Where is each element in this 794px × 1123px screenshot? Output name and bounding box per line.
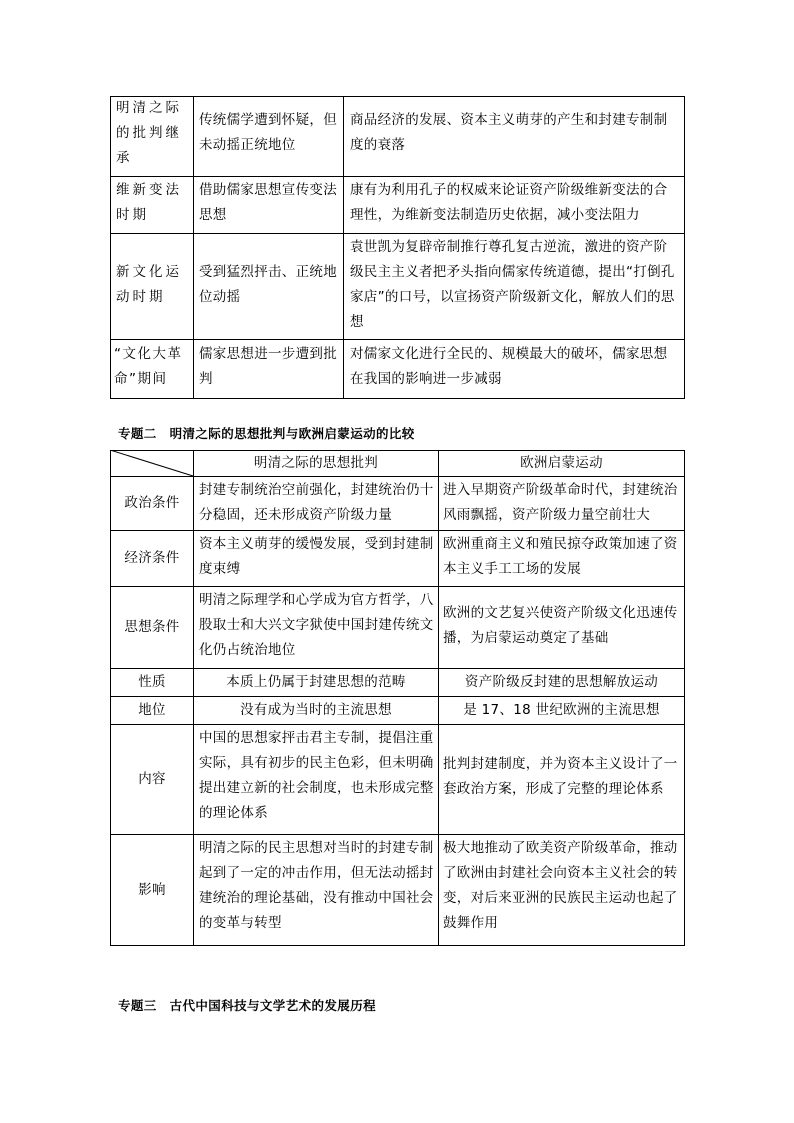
table-cell-status: 借助儒家思想宣传变法思想 <box>199 182 337 223</box>
column-header-china: 明清之际的思想批判 <box>253 455 379 471</box>
table-cell-reason: 康有为利用孔子的权威来论证资产阶级维新变法的合理性，为维新变法制造历史依据，减小变法阻力 <box>350 182 668 223</box>
table-cell-reason: 商品经济的发展、资本主义萌芽的产生和封建专制制度的衰落 <box>350 112 668 153</box>
table-cell-status: 传统儒学遭到怀疑，但未动摇正统地位 <box>199 112 337 153</box>
row-label: 政治条件 <box>124 495 180 511</box>
table-cell-europe: 资产阶级反封建的思想解放运动 <box>464 674 659 690</box>
row-label: 思想条件 <box>124 619 180 635</box>
table-cell-europe: 是 17、18 世纪欧洲的主流思想 <box>463 702 660 718</box>
table-cell-europe: 极大地推动了欧美资产阶级革命，推动了欧洲由封建社会向资本主义社会的转变，对后来亚洲的民族民主运动也起了鼓舞作用 <box>443 840 678 931</box>
table-cell-china: 资本主义萌芽的缓慢发展，受到封建制度束缚 <box>199 536 434 577</box>
row-label: 性质 <box>138 674 166 690</box>
section-title-topic2: 专题二 明清之际的思想批判与欧洲启蒙运动的比较 <box>118 426 415 441</box>
table-cell-china: 中国的思想家抨击君主专制，提倡注重实际，具有初步的民主色彩，但未明确提出建立新的社会制度，也未形成完整的理论体系 <box>199 730 434 821</box>
table-cell-europe: 进入早期资产阶级革命时代，封建统治风雨飘摇，资产阶级力量空前壮大 <box>443 482 678 523</box>
row-label: 内容 <box>138 771 166 787</box>
column-header-europe: 欧洲启蒙运动 <box>520 455 603 471</box>
section-title-topic3: 专题三 古代中国科技与文学艺术的发展历程 <box>118 998 377 1013</box>
table-cell-europe: 批判封建制度，并为资本主义设计了一套政治方案，形成了完整的理论体系 <box>443 756 678 797</box>
table-cell-china: 封建专制统治空前强化，封建统治仍十分稳固，还未形成资产阶级力量 <box>199 482 434 523</box>
table-cell-china: 明清之际的民主思想对当时的封建专制起到了一定的冲击作用，但无法动摇封建统治的理论基础，没有推动中国社会的变革与转型 <box>199 840 434 931</box>
table-cell-china: 没有成为当时的主流思想 <box>240 702 392 718</box>
table-cell-reason: 袁世凯为复辟帝制推行尊孔复古逆流，激进的资产阶级民主主义者把矛头指向儒家传统道德，提出“打倒孔家店”的口号，以宣扬资产阶级新文化，解放人们的思想 <box>350 239 675 330</box>
table-cell-china: 明清之际理学和心学成为官方哲学，八股取士和大兴文字狱使中国封建传统文化仍占统治地位 <box>199 592 434 658</box>
table-cell-europe: 欧洲的文艺复兴使资产阶级文化迅速传播，为启蒙运动奠定了基础 <box>443 605 678 646</box>
table-cell-status: 受到猛烈抨击、正统地位动摇 <box>199 264 337 305</box>
table-cell-status: 儒家思想进一步遭到批判 <box>199 346 337 387</box>
row-label: 影响 <box>138 881 166 898</box>
table-cell-period: 新文化运动时期 <box>116 264 182 305</box>
table-cell-reason: 对儒家文化进行全民的、规模最大的破坏，儒家思想在我国的影响进一步减弱 <box>350 346 668 387</box>
row-label: 地位 <box>138 702 166 718</box>
row-label: 经济条件 <box>124 550 180 566</box>
table-cell-china: 本质上仍属于封建思想的范畴 <box>226 674 406 690</box>
table-cell-period: 维新变法时期 <box>116 182 182 223</box>
header-diagonal-line <box>110 450 194 477</box>
table-cell-period: 明清之际的批判继承 <box>116 100 182 166</box>
table-cell-period: “文化大革命”期间 <box>114 346 183 387</box>
table-cell-europe: 欧洲重商主义和殖民掠夺政策加速了资本主义手工工场的发展 <box>443 536 678 577</box>
